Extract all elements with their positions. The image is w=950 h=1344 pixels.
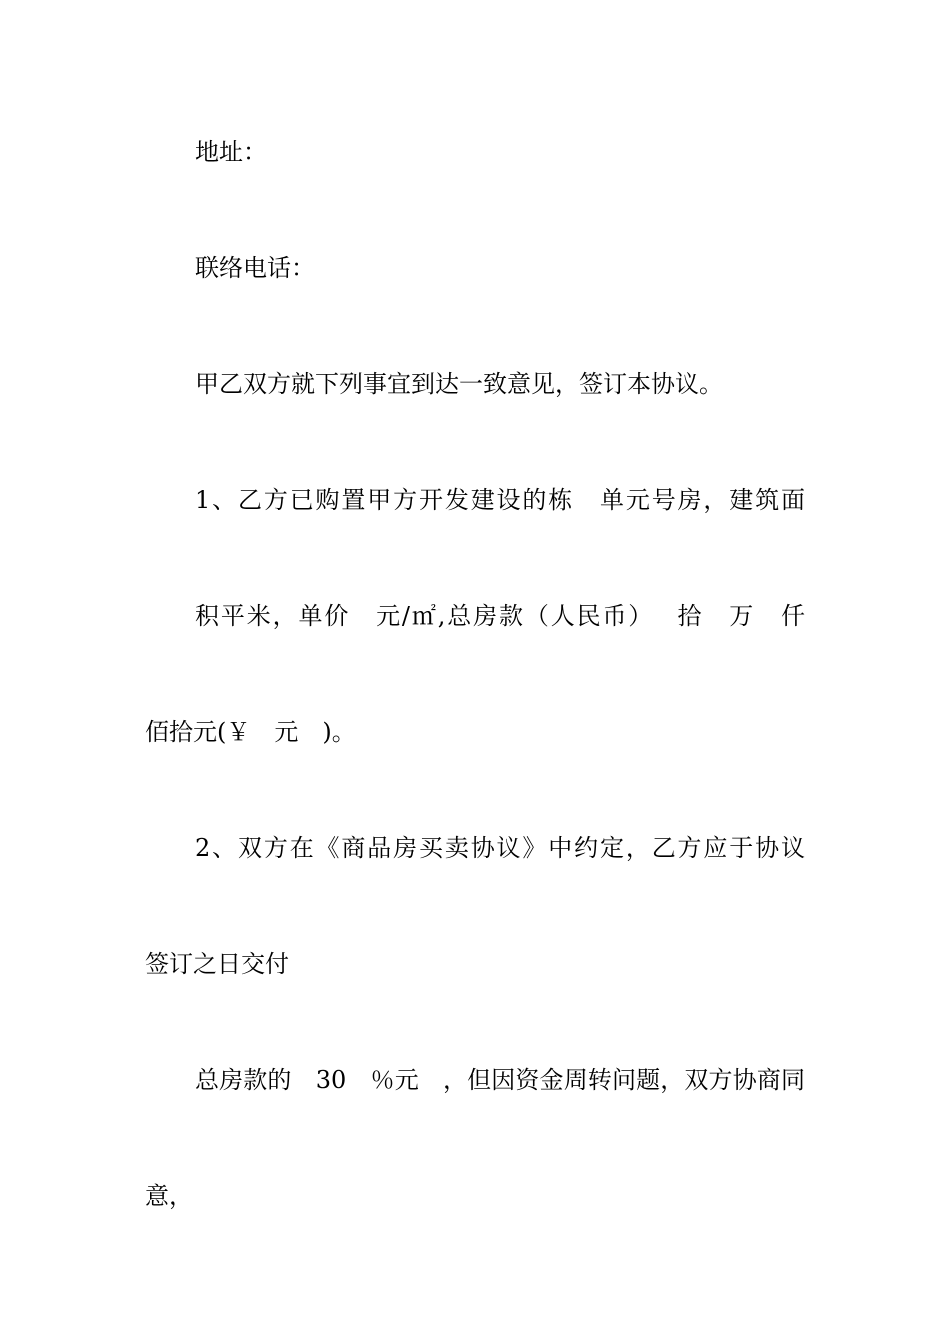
- agreement-intro: 甲乙双方就下列事宜到达一致意见，签订本协议。: [195, 370, 723, 398]
- address-label: 地址：: [195, 138, 267, 166]
- clause-1-line-3: 佰拾元(￥ 元 )。: [145, 718, 356, 746]
- phone-label: 联络电话：: [195, 254, 315, 282]
- clause-2-line-4: 意，: [145, 1182, 193, 1210]
- clause-2-line-3: 总房款的 30 ％元 ，但因资金周转问题，双方协商同: [195, 1066, 805, 1094]
- clause-1-line-1: 1、乙方已购置甲方开发建设的栋 单元号房，建筑面: [195, 486, 805, 514]
- clause-2-line-1: 2、双方在《商品房买卖协议》中约定，乙方应于协议: [195, 834, 805, 862]
- clause-2-line-2: 签订之日交付: [145, 950, 289, 978]
- clause-1-line-2: 积平米，单价 元/㎡,总房款（人民币） 拾 万 仟: [195, 602, 805, 630]
